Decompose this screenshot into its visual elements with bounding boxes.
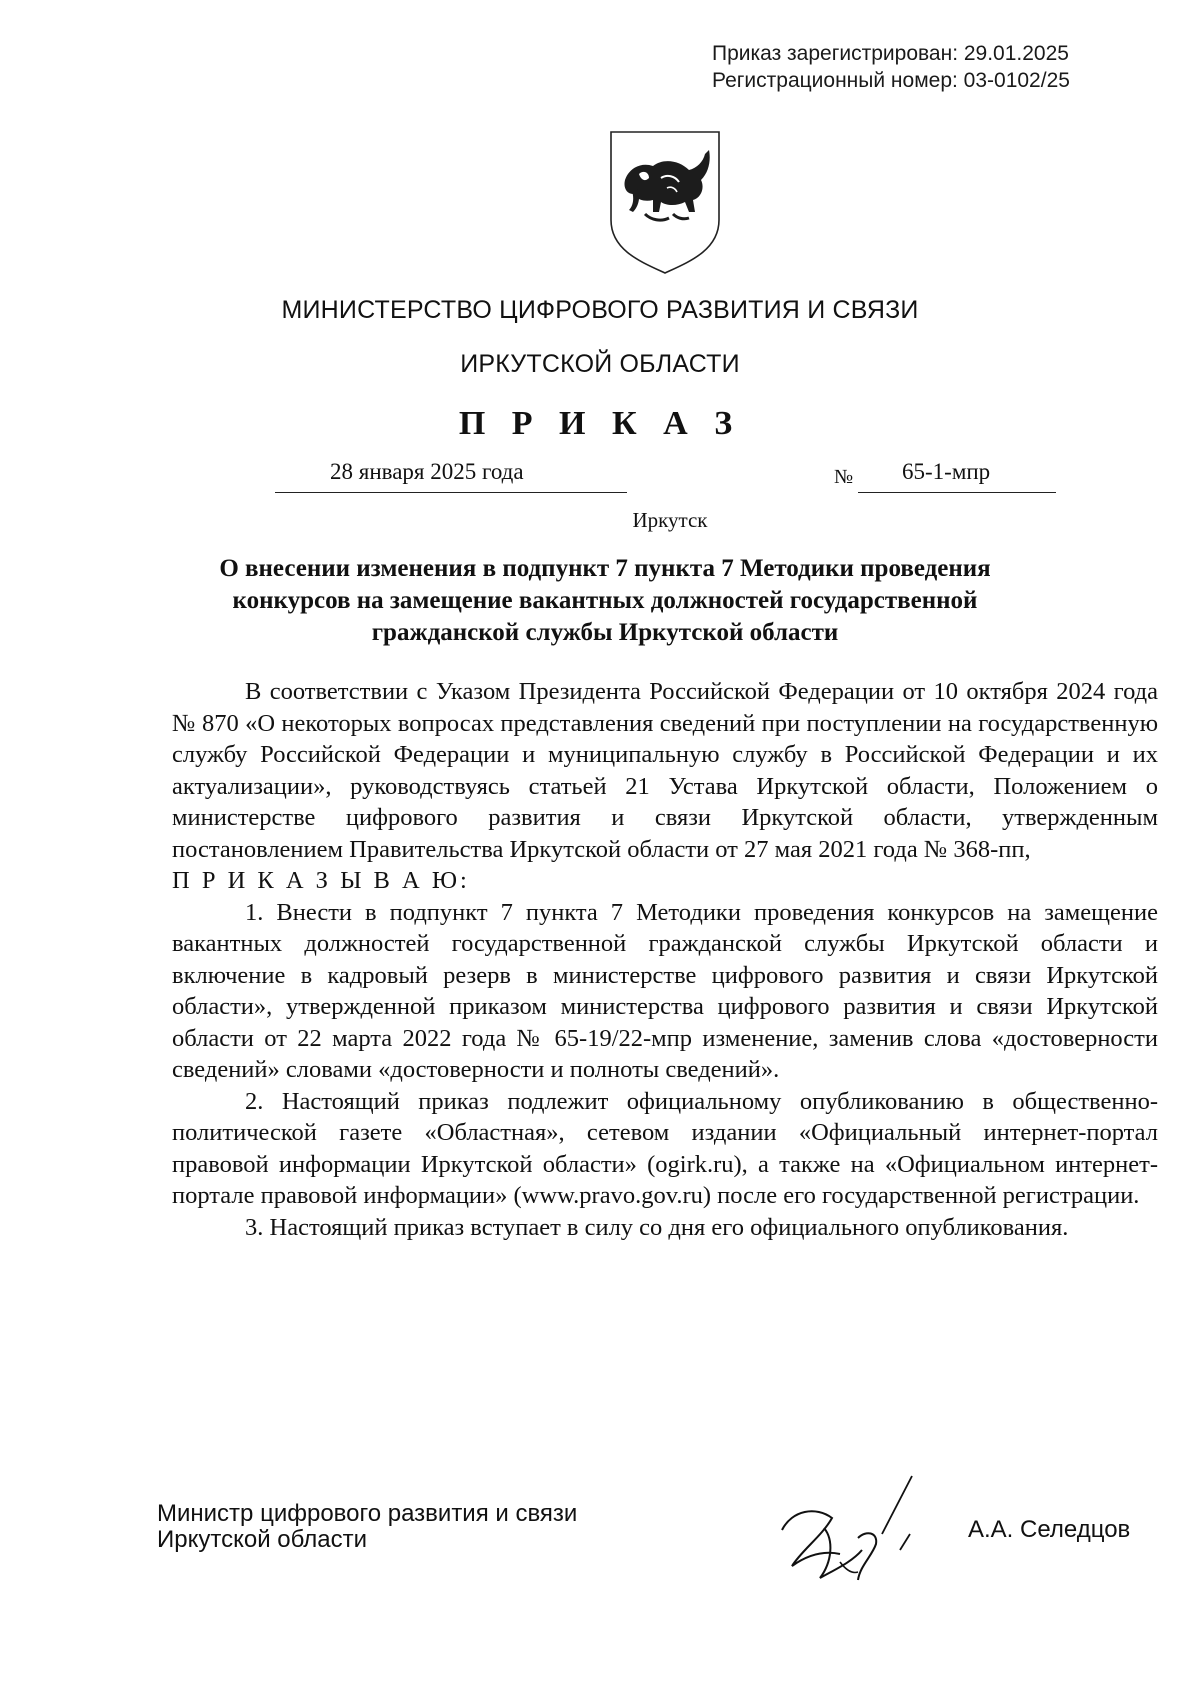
preamble-paragraph: В соответствии с Указом Президента Российской Федерации от 10 октября 2024 года № 870 «О некоторых вопросах представления сведений при поступлении на государственную службу Российской Федерации и муниципальную службу в Российской Федерации и их актуализации», руководствуясь статьей 21 Устава Иркутской области, Положением о министерстве цифрового развития и связи Иркутской области, утвержденным постановлением Правительства Иркутской области от 27 мая 2021 года № 368-пп, xyxy=(172,678,1158,863)
order-item-3: 3. Настоящий приказ вступает в силу со дня его официального опубликования. xyxy=(245,1213,1069,1241)
order-subject: О внесении изменения в подпункт 7 пункта 7 Методики проведения конкурсов на замещение вакантных должностей государственной гражданской службы Иркутской области xyxy=(219,555,991,646)
signature-icon xyxy=(762,1470,932,1600)
document-type-title: П Р И К А З xyxy=(458,405,742,442)
ministry-name-line2: ИРКУТСКОЙ ОБЛАСТИ xyxy=(460,350,740,378)
coat-of-arms-icon xyxy=(605,128,725,276)
signer-position-line1: Министр цифрового развития и связи xyxy=(157,1500,578,1527)
signer-name: А.А. Селедцов xyxy=(968,1516,1131,1543)
order-date: 28 января 2025 года xyxy=(330,459,524,484)
registration-date: Приказ зарегистрирован: 29.01.2025 xyxy=(712,42,1069,65)
ministry-name-line1: МИНИСТЕРСТВО ЦИФРОВОГО РАЗВИТИЯ И СВЯЗИ xyxy=(281,296,919,324)
registration-stamp xyxy=(712,40,1070,94)
signer-position xyxy=(157,1501,577,1553)
order-number: 65-1-мпр xyxy=(902,459,991,484)
registration-number: Регистрационный номер: 03-0102/25 xyxy=(712,69,1070,92)
order-item-1: 1. Внести в подпункт 7 пункта 7 Методики проведения конкурсов на замещение вакантных должностей государственной гражданской службы Иркутской области и включение в кадровый резерв в министерстве цифрового развития и связи Иркутской области», утвержденной приказом министерства цифрового развития и связи Иркутской области от 22 марта 2022 года № 65-19/22-мпр изменение, заменив слова «достоверности сведений» словами «достоверности и полноты сведений». xyxy=(172,898,1158,1083)
city: Иркутск xyxy=(632,508,708,532)
order-word: П Р И К А З Ы В А Ю: xyxy=(172,867,470,894)
order-item-2: 2. Настоящий приказ подлежит официальному опубликованию в общественно-политической газете «Областная», сетевом издании «Официальный интернет-портал правовой информации Иркутской области» (ogirk.ru), а также на «Официальном интернет-портале правовой информации» (www.pravo.gov.ru) после его государственной регистрации. xyxy=(172,1087,1158,1209)
signer-position-line2: Иркутской области xyxy=(157,1526,368,1553)
order-body xyxy=(172,676,1158,1243)
number-sign: № xyxy=(834,466,854,488)
